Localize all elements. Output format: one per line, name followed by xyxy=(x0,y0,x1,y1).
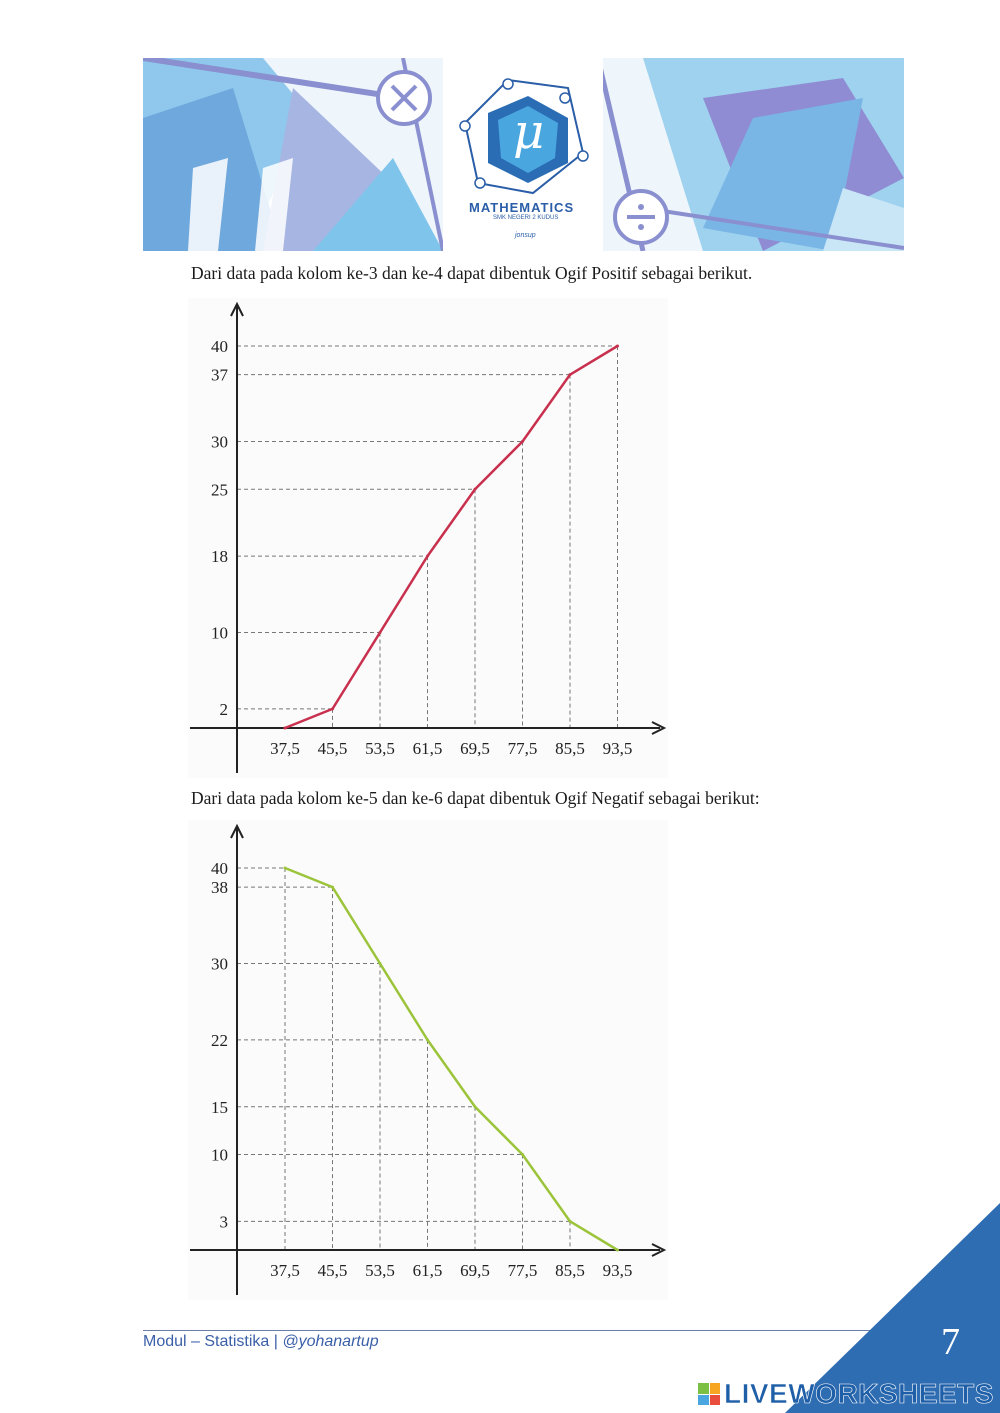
data-point xyxy=(521,440,524,443)
x-tick-label: 45,5 xyxy=(317,739,348,758)
data-point xyxy=(284,867,287,870)
data-point xyxy=(569,1220,572,1223)
y-tick-label: 22 xyxy=(211,1030,228,1050)
caption-negative-ogive: Dari data pada kolom ke-5 dan ke-6 dapat dibentuk Ogif Negatif sebagai berikut: xyxy=(191,788,760,808)
data-point xyxy=(474,1105,477,1108)
y-tick-label: 40 xyxy=(211,859,228,878)
x-tick-label: 69,5 xyxy=(460,739,490,758)
y-tick-label: 25 xyxy=(211,480,228,500)
y-tick-label: 30 xyxy=(211,954,228,974)
banner-brand-signature: jonsup xyxy=(515,232,536,239)
ogive-positive-svg xyxy=(188,298,668,778)
data-point xyxy=(616,1249,619,1252)
caption-positive-ogive: Dari data pada kolom ke-3 dan ke-4 dapat dibentuk Ogif Positif sebagai berikut. xyxy=(191,263,753,283)
x-tick-label: 85,5 xyxy=(555,739,585,758)
ogive-negative-chart xyxy=(188,820,668,1300)
y-tick-label: 30 xyxy=(211,432,228,452)
footer-divider xyxy=(143,1330,883,1331)
x-tick-label: 37,5 xyxy=(270,1261,300,1280)
x-tick-label: 69,5 xyxy=(460,1261,490,1280)
chart-background xyxy=(188,820,668,1300)
data-point xyxy=(521,1153,524,1156)
data-point xyxy=(331,707,334,710)
data-point xyxy=(426,555,429,558)
y-tick-label: 2 xyxy=(219,699,228,719)
y-tick-label: 10 xyxy=(211,623,228,643)
ogive-negative-svg xyxy=(188,820,668,1300)
banner-brand-title: MATHEMATICS xyxy=(469,200,575,215)
x-tick-label: 53,5 xyxy=(365,739,395,758)
data-point xyxy=(569,373,572,376)
banner-brand-subtitle: SMK NEGERI 2 KUDUS xyxy=(493,215,559,221)
x-tick-label: 45,5 xyxy=(317,1261,348,1280)
banner-emblem-symbol: μ xyxy=(513,104,545,160)
y-tick-label: 38 xyxy=(211,878,228,898)
data-point xyxy=(284,727,287,730)
x-tick-label: 93,5 xyxy=(602,1261,633,1280)
footer-module-name: Modul – Statistika | xyxy=(143,1333,283,1350)
y-tick-label: 37 xyxy=(211,365,228,385)
footer-module-label xyxy=(143,1333,379,1351)
x-tick-label: 61,5 xyxy=(412,739,443,758)
page-number: 7 xyxy=(941,1321,960,1363)
y-tick-label: 15 xyxy=(211,1097,228,1117)
x-tick-label: 61,5 xyxy=(412,1261,443,1280)
x-tick-label: 37,5 xyxy=(270,739,300,758)
y-tick-label: 18 xyxy=(211,547,228,567)
ogive-positive-chart xyxy=(188,298,668,778)
y-tick-label: 40 xyxy=(211,337,228,356)
x-tick-label: 85,5 xyxy=(555,1261,585,1280)
footer-author-handle: @yohanartup xyxy=(282,1333,379,1350)
data-point xyxy=(474,488,477,491)
data-point xyxy=(426,1038,429,1041)
liveworksheets-watermark xyxy=(698,1376,994,1412)
header-banner xyxy=(143,58,904,251)
x-tick-label: 53,5 xyxy=(365,1261,395,1280)
y-tick-label: 10 xyxy=(211,1145,228,1165)
data-point xyxy=(616,345,619,348)
liveworksheets-logo-icon xyxy=(698,1383,720,1405)
x-tick-label: 77,5 xyxy=(507,1261,538,1280)
x-tick-label: 93,5 xyxy=(602,739,633,758)
y-tick-label: 3 xyxy=(219,1212,228,1232)
data-point xyxy=(379,962,382,965)
liveworksheets-text: LIVEWORKSHEETS xyxy=(724,1378,994,1409)
x-tick-label: 77,5 xyxy=(507,739,538,758)
data-point xyxy=(379,631,382,634)
data-point xyxy=(331,886,334,889)
